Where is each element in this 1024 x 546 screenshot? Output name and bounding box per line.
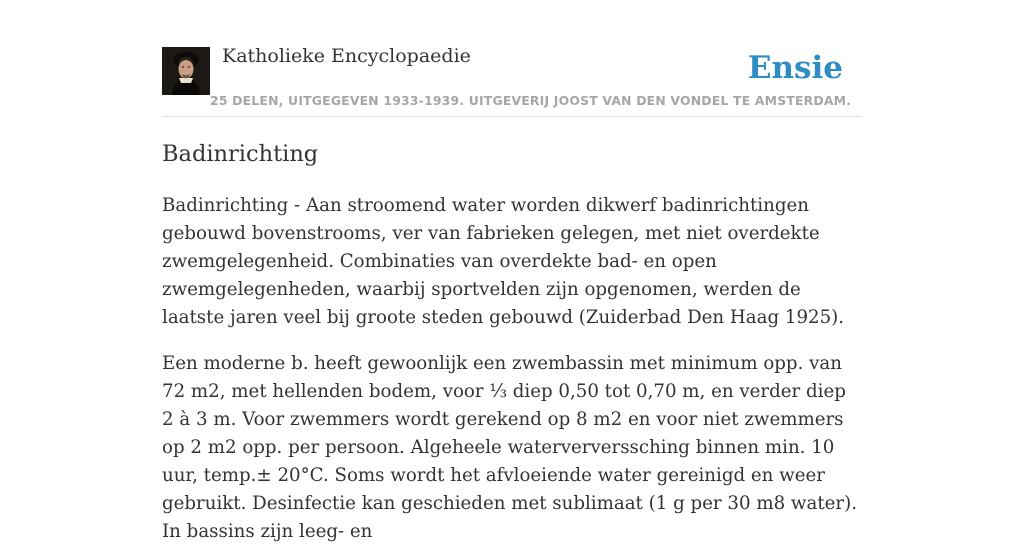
site-title[interactable]: Katholieke Encyclopaedie — [222, 45, 471, 67]
article-title: Badinrichting — [162, 141, 319, 167]
article-paragraph: Badinrichting - Aan stroomend water worden dikwerf badinrichtingen gebouwd bovenstrooms, ver van fabrieken gelegen, met niet overdekte zwemgelegenheid. Combinaties van overdekte bad- en open zwemgelegenheden, waarbij sportvelden zijn opgenomen, werden de laatste jaren veel bij groote steden gebouwd (Zuiderbad Den Haag 1925). — [162, 195, 845, 328]
site-header — [162, 0, 862, 117]
portrait-avatar-icon[interactable] — [162, 47, 210, 95]
ensie-logo-link[interactable]: Ensie — [747, 50, 843, 86]
article-paragraph: Een moderne b. heeft gewoonlijk een zwembassin met minimum opp. van 72 m2, met hellenden bodem, voor ⅓ diep 0,50 tot 0,70 m, en verder diep 2 à 3 m. Voor zwemmers wordt gerekend op 8 m2 en voor niet zwemmers op 2 m2 opp. per persoon. Algeheele waterververssching binnen min. 10 uur, temp.± 20°C. Soms wordt het afvloeiende water gereinigd en weer gebruikt. Desinfectie kan geschieden met sublimaat (1 g per 30 m8 water). In bassins zijn leeg- en — [162, 353, 857, 542]
article — [162, 138, 862, 546]
site-subtitle: 25 DELEN, UITGEGEVEN 1933-1939. UITGEVERIJ JOOST VAN DEN VONDEL TE AMSTERDAM. — [210, 93, 852, 108]
